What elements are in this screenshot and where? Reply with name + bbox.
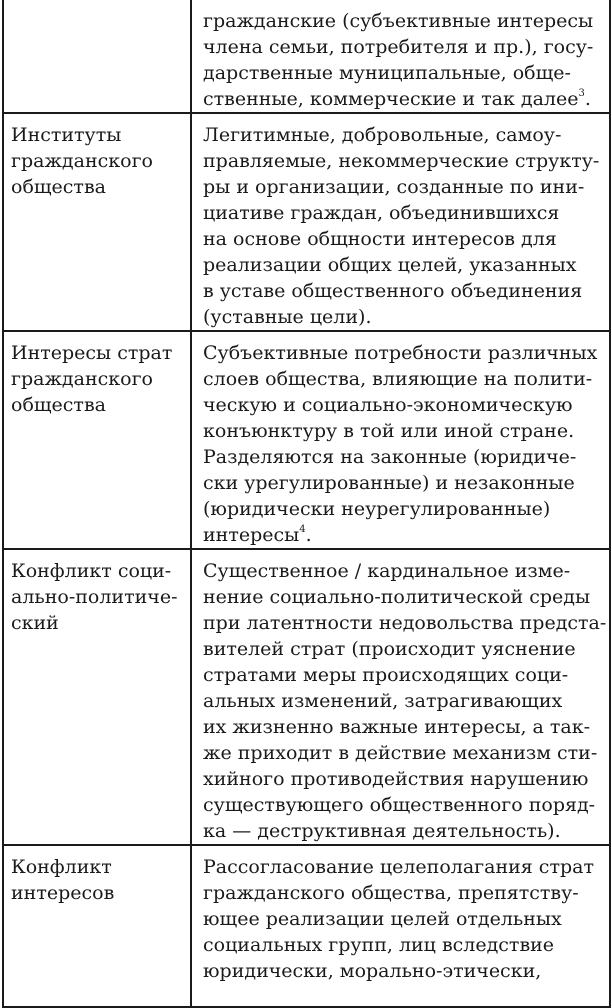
- definition-line: реализации общих целей, указанных: [203, 254, 577, 276]
- definition-line: циативе граждан, объединившихся: [203, 202, 560, 224]
- definition-line: ственные, коммерческие и так далее$^3$.: [203, 88, 591, 110]
- definition-line: Разделяются на законные (юридиче-: [203, 446, 577, 468]
- definition-line: на основе общности интересов для: [203, 228, 557, 250]
- definition-line: при латентности недовольства предста-: [203, 612, 607, 634]
- definition-line: слоев общества, влияющие на полити-: [203, 368, 593, 390]
- definition-line: ющее реализации целей отдельных: [203, 908, 562, 930]
- definition-cell: [191, 0, 610, 113]
- definition-line: Легитимные, добровольные, самоу-: [203, 124, 562, 146]
- definition-line: нение социально-политической среды: [203, 586, 591, 608]
- definition-cell: [191, 113, 610, 331]
- term-line: ский: [11, 612, 59, 634]
- definition-line: конъюнктуру в той или иной стране.: [203, 420, 575, 442]
- definition-line: ческую и социально-экономическую: [203, 394, 573, 416]
- term-cell: [3, 331, 191, 549]
- term-line: общества: [11, 394, 106, 416]
- definition-line: социальных групп, лиц вследствие: [203, 934, 555, 956]
- definition-line: гражданского общества, препятству-: [203, 882, 579, 904]
- definition-line: дарственные муниципальные, обще-: [203, 62, 571, 84]
- definition-line: существующего общественного поряд-: [203, 794, 596, 816]
- definition-line: юридически, морально-этически,: [203, 960, 542, 982]
- definition-line: ка — деструктивная деятельность).: [203, 820, 561, 842]
- term-line: Институты: [11, 124, 122, 146]
- term-cell: [3, 549, 191, 845]
- definition-line: вителей страт (происходит уяснение: [203, 638, 576, 660]
- term-line: гражданского: [11, 150, 153, 172]
- definition-line: стратами меры происходящих соци-: [203, 664, 569, 686]
- definition-line: члена семьи, потребителя и пр.), госу-: [203, 36, 594, 58]
- term-cell: [3, 0, 191, 113]
- term-line: ально-политиче-: [11, 586, 178, 608]
- definition-line: Рассогласование целеполагания страт: [203, 856, 594, 878]
- definition-line: правляемые, некоммерческие структу-: [203, 150, 600, 172]
- table-row: [3, 845, 610, 1007]
- term-cell: [3, 845, 191, 1007]
- definition-line: ски урегулированные) и незаконные: [203, 472, 575, 494]
- table-row: [3, 549, 610, 845]
- definition-line: Существенное / кардинальное изме-: [203, 560, 571, 582]
- definition-line: альных изменений, затрагивающих: [203, 690, 563, 712]
- term-line: гражданского: [11, 368, 153, 390]
- definition-line: же приходит в действие механизм сти-: [203, 742, 598, 764]
- term-line: Интересы страт: [11, 342, 173, 364]
- table-row: [3, 331, 610, 549]
- definition-line: ры и организации, созданные по ини-: [203, 176, 585, 198]
- definition-line: гражданские (субъективные интересы: [203, 10, 594, 32]
- definition-cell: [191, 331, 610, 549]
- definition-line: в уставе общественного объединения: [203, 280, 583, 302]
- definition-line: (уставные цели).: [203, 306, 372, 328]
- definition-cell: [191, 845, 610, 1007]
- term-cell: [3, 113, 191, 331]
- definition-line: хийного противодействия нарушению: [203, 768, 589, 790]
- definition-line: интересы$^4$.: [203, 524, 312, 546]
- definition-cell: [191, 549, 610, 845]
- table-row: [3, 0, 610, 113]
- term-line: общества: [11, 176, 106, 198]
- definition-line: Субъективные потребности различных: [203, 342, 598, 364]
- footnote-ref[interactable]: 3: [578, 88, 585, 99]
- term-line: Конфликт: [11, 856, 112, 878]
- glossary-table: [2, 0, 611, 1008]
- term-line: Конфликт соци-: [11, 560, 172, 582]
- definition-line: (юридически неурегулированные): [203, 498, 551, 520]
- definition-line: их жизненно важные интересы, а так-: [203, 716, 591, 738]
- term-line: интересов: [11, 882, 115, 904]
- table-row: [3, 113, 610, 331]
- footnote-ref[interactable]: 4: [299, 524, 306, 535]
